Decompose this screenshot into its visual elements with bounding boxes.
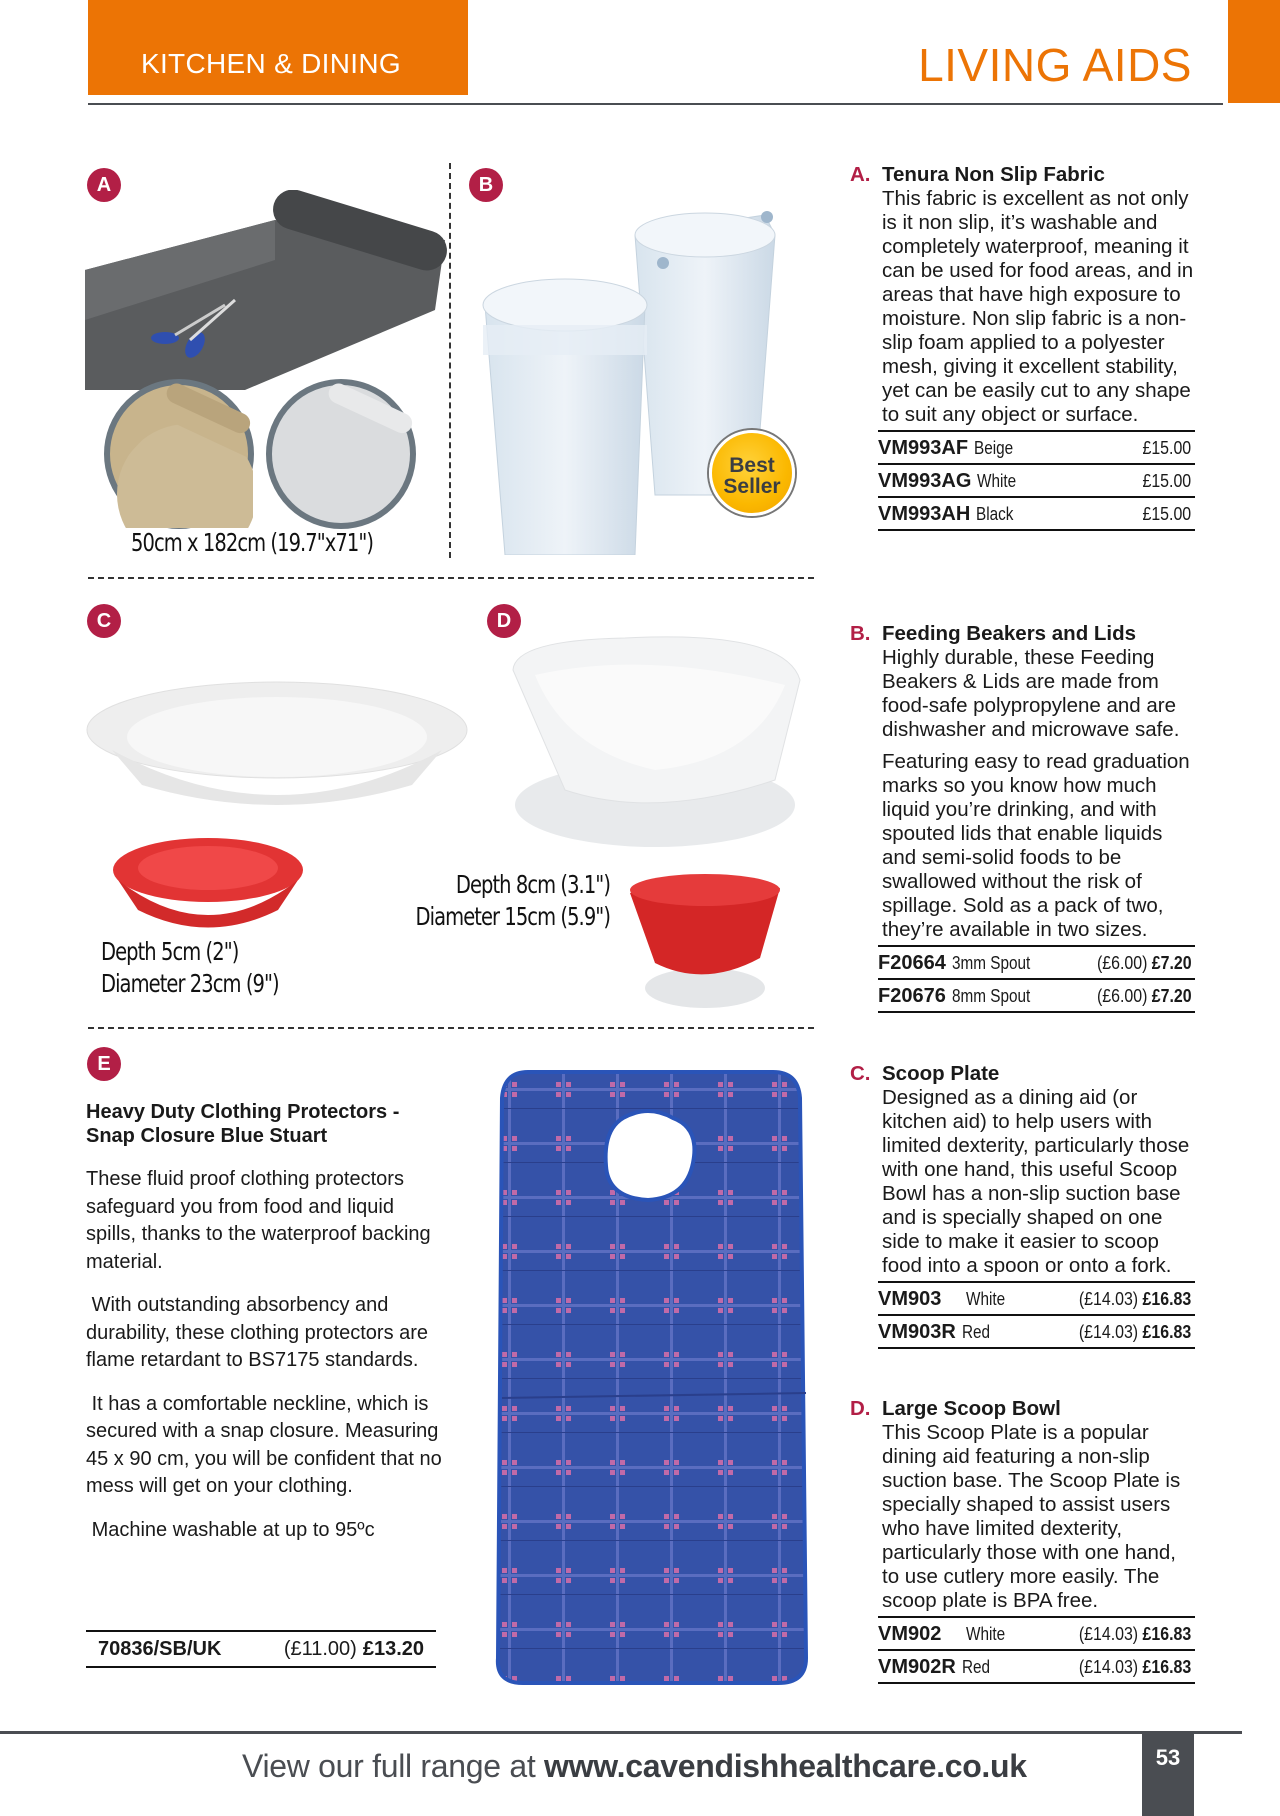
- product-code: F20676: [878, 984, 946, 1007]
- product-title: Scoop Plate: [882, 1062, 1000, 1085]
- product-description: Highly durable, these Feeding Beakers & Lids are made from food-safe polypropylene and are dishwasher and microwave safe.: [882, 646, 1180, 741]
- footer-divider: [0, 1731, 1242, 1734]
- product-code: VM993AH: [878, 502, 971, 525]
- price-table: [878, 430, 1195, 531]
- price-pair: [1079, 1287, 1195, 1311]
- price-inc-vat: £16.83: [1142, 1622, 1192, 1644]
- product-title: Tenura Non Slip Fabric: [882, 163, 1105, 186]
- footer-cta: [242, 1748, 1027, 1785]
- price-pair: [1079, 1320, 1195, 1344]
- clothing-protector-description: [86, 1100, 446, 1544]
- product-letter: B.: [850, 622, 871, 645]
- price-row: [878, 1651, 1195, 1684]
- price-inc-vat: £13.20: [362, 1637, 424, 1660]
- clothing-protector-title: Heavy Duty Clothing Protectors - Snap Closure Blue Stuart: [86, 1101, 400, 1147]
- bowl-depth-caption: Depth 8cm (3.1"): [455, 870, 610, 899]
- plate-diameter-caption: Diameter 23cm (9"): [101, 969, 279, 998]
- product-letter: A.: [850, 163, 871, 186]
- product-d: [850, 1397, 1195, 1684]
- price-table: [878, 945, 1195, 1013]
- product-letter: D.: [850, 1397, 871, 1420]
- product-variant: 3mm Spout: [951, 952, 1031, 973]
- e-paragraph: Machine washable at up to 95ºc: [86, 1518, 375, 1541]
- price-row: [878, 980, 1195, 1013]
- product-code: F20664: [878, 951, 946, 974]
- product-code: VM902: [878, 1622, 942, 1645]
- divider-vertical: [449, 163, 451, 558]
- best-seller-line1: Best: [729, 454, 775, 477]
- price: £15.00: [1142, 436, 1192, 458]
- product-variant: Red: [961, 1656, 990, 1677]
- price-table: [878, 1616, 1195, 1684]
- price-row: [878, 465, 1195, 498]
- badge-d: D: [487, 604, 521, 638]
- price-row: [878, 498, 1195, 531]
- price-ex-vat: (£6.00): [1096, 984, 1148, 1006]
- product-description: Designed as a dining aid (or kitchen aid) to help users with limited dexterity, particularly those with one hand, this useful Scoop Bowl has a non-slip suction base and is specially shaped on one side to make it easier to scoop food into a spoon or onto a fork.: [882, 1086, 1190, 1277]
- product-variant: Black: [976, 503, 1014, 524]
- badge-c: C: [87, 604, 121, 638]
- clothing-protector-image: [488, 1068, 813, 1693]
- product-title: Large Scoop Bowl: [882, 1397, 1061, 1420]
- product-variant: Red: [961, 1321, 990, 1342]
- price-ex-vat: (£11.00): [283, 1637, 357, 1660]
- beige-swatch: [103, 378, 255, 530]
- price-row: [878, 432, 1195, 465]
- header-divider: [88, 103, 1223, 105]
- price-pair: [1079, 1622, 1195, 1646]
- price-ex-vat: (£14.03): [1079, 1287, 1139, 1309]
- page-number: 53: [1142, 1731, 1194, 1816]
- product-c: [850, 1062, 1195, 1349]
- product-variant: White: [977, 470, 1017, 491]
- scoop-bowl-white-image: [505, 630, 815, 860]
- product-code: VM993AG: [878, 469, 972, 492]
- price-pair: [1097, 984, 1195, 1008]
- divider-c-e: [88, 1027, 814, 1029]
- plate-depth-caption: Depth 5cm (2"): [101, 937, 239, 966]
- product-b: [850, 622, 1195, 1013]
- price: £15.00: [1142, 469, 1192, 491]
- price-ex-vat: (£14.03): [1079, 1622, 1139, 1644]
- price-row: [878, 1618, 1195, 1651]
- product-variant: 8mm Spout: [951, 985, 1031, 1006]
- product-description: This fabric is excellent as not only is it non slip, it’s washable and completely waterproof, meaning it can be used for food areas, and in areas that have high exposure to moisture. Non slip fabric is a non-slip foam applied to a polyester mesh, giving it excellent stability, yet can be easily cut to any shape to suit any object or surface.: [882, 187, 1194, 426]
- price-inc-vat: £16.83: [1142, 1287, 1192, 1309]
- product-code: 70836/SB/UK: [98, 1637, 222, 1660]
- price-pair: [1079, 1655, 1195, 1679]
- divider-a-b: [88, 577, 814, 579]
- product-variant: White: [966, 1288, 1006, 1309]
- price-inc-vat: £16.83: [1142, 1655, 1192, 1677]
- product-code: VM903: [878, 1287, 942, 1310]
- white-swatch: [265, 378, 417, 530]
- e-paragraph: It has a comfortable neckline, which is secured with a snap closure. Measuring 45 x 90 cm, you will be confident that no mess will get on your clothing.: [86, 1392, 448, 1497]
- clothing-protector-price-row: [86, 1630, 436, 1668]
- neck-opening: [606, 1111, 695, 1200]
- best-seller-line2: Seller: [723, 475, 781, 498]
- fabric-size-caption: 50cm x 182cm (19.7"x71"): [131, 528, 374, 557]
- price-ex-vat: (£14.03): [1079, 1655, 1139, 1677]
- scoop-bowl-red-image: [620, 868, 790, 1013]
- section-tab-label: KITCHEN & DINING: [141, 48, 401, 79]
- product-title: Feeding Beakers and Lids: [882, 622, 1137, 645]
- price-row: [878, 947, 1195, 980]
- price-inc-vat: £7.20: [1151, 984, 1192, 1006]
- product-letter: C.: [850, 1062, 871, 1085]
- product-variant: White: [966, 1623, 1006, 1644]
- scoop-plate-red-image: [108, 830, 308, 945]
- price: £15.00: [1142, 502, 1192, 524]
- product-description: Featuring easy to read graduation marks so you know how much liquid you’re drinking, and with spouted lids that enable liquids and semi-solid foods to be swallowed without the risk of spillage. Sold as a pack of two, they’re available in two sizes.: [882, 750, 1190, 941]
- scoop-plate-white-image: [82, 675, 472, 825]
- product-description: This Scoop Plate is a popular dining aid featuring a non-slip suction base. The Scoop Plate is specially shaped to assist users who have limited dexterity, particularly those with one hand, to use cutlery more easily. The scoop plate is BPA free.: [882, 1421, 1181, 1612]
- price-pair: [1097, 951, 1195, 975]
- product-a: [850, 163, 1195, 531]
- product-code: VM993AF: [878, 436, 969, 459]
- e-paragraph: These fluid proof clothing protectors safeguard you from food and liquid spills, thanks to the waterproof backing material.: [86, 1168, 431, 1273]
- footer-website-link[interactable]: www.cavendishhealthcare.co.uk: [544, 1748, 1027, 1784]
- price-table: [878, 1281, 1195, 1349]
- price-row: [878, 1283, 1195, 1316]
- badge-e: E: [87, 1047, 121, 1081]
- e-paragraph: With outstanding absorbency and durability, these clothing protectors are flame retardant to BS7175 standards.: [86, 1294, 434, 1371]
- price-row: [878, 1316, 1195, 1349]
- price-ex-vat: (£6.00): [1096, 951, 1148, 973]
- product-code: VM903R: [878, 1320, 956, 1343]
- product-code: VM902R: [878, 1655, 956, 1678]
- price-inc-vat: £16.83: [1142, 1320, 1192, 1342]
- side-tab-marker: [1228, 0, 1280, 103]
- category-title: LIVING AIDS: [918, 39, 1192, 91]
- price-inc-vat: £7.20: [1151, 951, 1192, 973]
- badge-b: B: [469, 168, 503, 202]
- product-variant: Beige: [974, 437, 1014, 458]
- badge-a: A: [87, 168, 121, 202]
- best-seller-sticker: [709, 430, 795, 516]
- bowl-diameter-caption: Diameter 15cm (5.9"): [415, 902, 610, 931]
- footer-prefix: View our full range at: [242, 1748, 545, 1784]
- price-ex-vat: (£14.03): [1079, 1320, 1139, 1342]
